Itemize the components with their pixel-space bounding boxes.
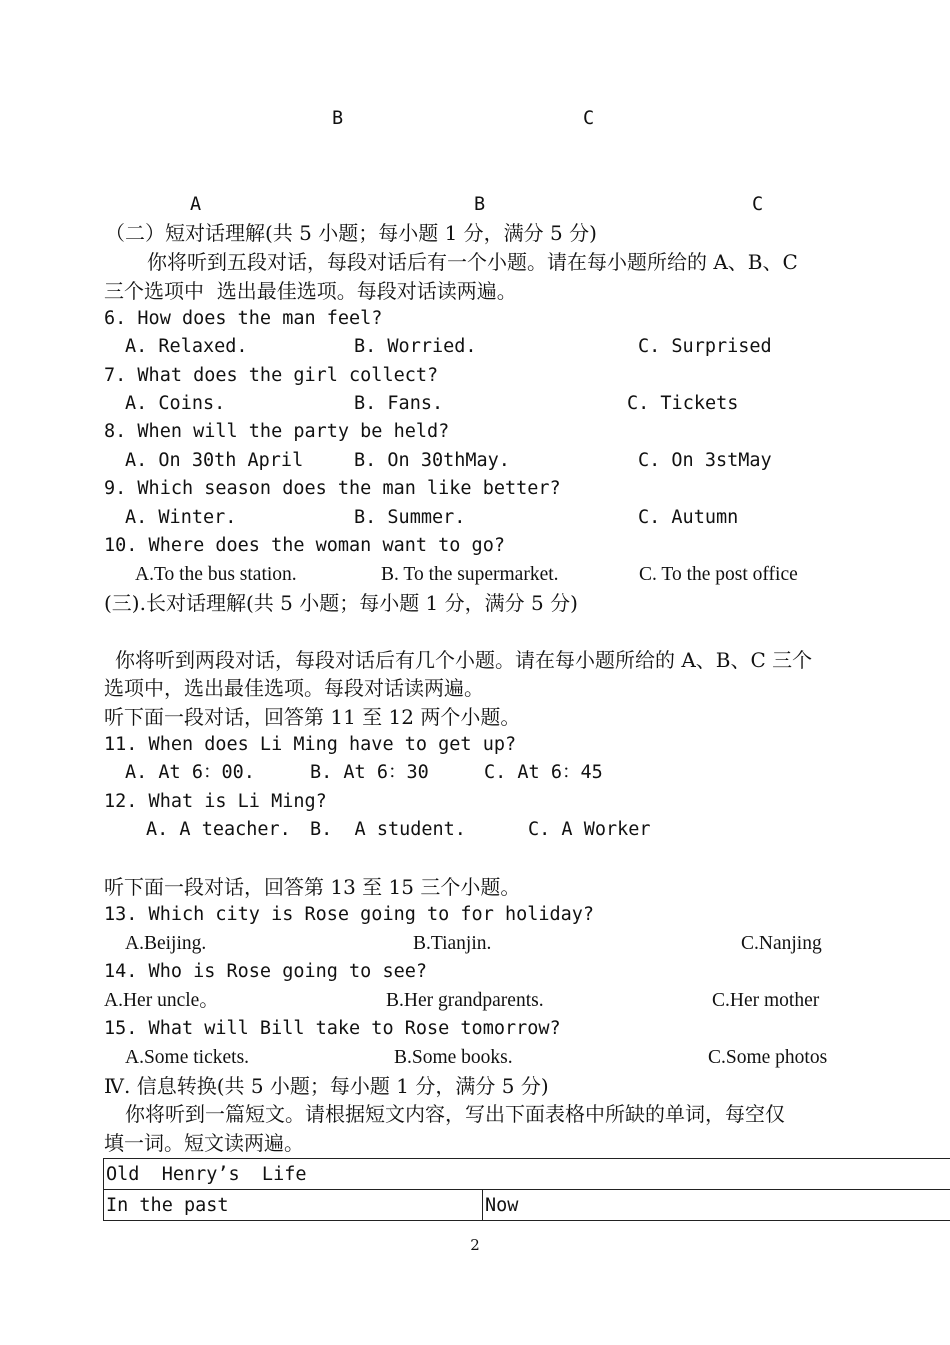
picture-label-b: B bbox=[474, 194, 486, 215]
option-b: B.Some books. bbox=[394, 1047, 513, 1068]
option-a: A. Relaxed. bbox=[125, 336, 248, 357]
option-b: B.Tianjin. bbox=[413, 933, 492, 954]
question-text: 13. Which city is Rose going to for holiday? bbox=[104, 904, 595, 925]
question-text: 7. What does the girl collect? bbox=[104, 365, 439, 386]
option-c: C.Her mother bbox=[712, 990, 820, 1011]
section-heading: (三).长对话理解(共 5 小题；每小题 1 分，满分 5 分) bbox=[104, 591, 578, 615]
option-c: C.Some photos bbox=[708, 1047, 828, 1068]
page-number: 2 bbox=[470, 1236, 480, 1254]
picture-label-c: C bbox=[583, 108, 595, 129]
question-text: 15. What will Bill take to Rose tomorrow? bbox=[104, 1018, 561, 1039]
option-b: B. Fans. bbox=[354, 393, 444, 414]
option-a: A. A teacher. bbox=[146, 819, 291, 840]
question-text: 6. How does the man feel? bbox=[104, 308, 383, 329]
table-header-past: In the past bbox=[104, 1190, 483, 1221]
section-heading: （二）短对话理解(共 5 小题；每小题 1 分，满分 5 分) bbox=[105, 221, 597, 245]
option-c: C. A Worker bbox=[528, 819, 651, 840]
picture-label-a: A bbox=[190, 194, 202, 215]
instruction-text: 你将听到两段对话，每段对话后有几个小题。请在每小题所给的 A、B、C 三个 bbox=[115, 648, 813, 672]
question-text: 9. Which season does the man like better? bbox=[104, 478, 561, 499]
instruction-text: 填一词。短文读两遍。 bbox=[104, 1131, 304, 1155]
option-a: A. At 6：00. bbox=[125, 762, 255, 783]
option-a: A.To the bus station. bbox=[135, 564, 297, 585]
option-a: A.Some tickets. bbox=[125, 1047, 250, 1068]
option-b: B. Worried. bbox=[354, 336, 477, 357]
question-text: 10. Where does the woman want to go? bbox=[104, 535, 505, 556]
option-b: B. Summer. bbox=[354, 507, 466, 528]
option-b: B. To the supermarket. bbox=[381, 564, 559, 585]
table-header-now: Now bbox=[483, 1190, 950, 1221]
info-table bbox=[103, 1158, 950, 1221]
question-text: 14. Who is Rose going to see? bbox=[104, 961, 428, 982]
option-c: C. Surprised bbox=[638, 336, 772, 357]
question-text: 12. What is Li Ming? bbox=[104, 791, 327, 812]
option-a: A.Her uncle。 bbox=[104, 990, 219, 1011]
option-a: A.Beijing. bbox=[125, 933, 207, 954]
option-b: B.Her grandparents. bbox=[386, 990, 544, 1011]
option-a: A. Winter. bbox=[125, 507, 237, 528]
instruction-text: 三个选项中 选出最佳选项。每段对话读两遍。 bbox=[104, 279, 517, 303]
option-c: C. At 6：45 bbox=[484, 762, 603, 783]
option-b: B. At 6：30 bbox=[310, 762, 429, 783]
picture-label-b: B bbox=[332, 108, 344, 129]
option-c: C. Autumn bbox=[638, 507, 739, 528]
section-heading: Ⅳ. 信息转换(共 5 小题；每小题 1 分，满分 5 分) bbox=[104, 1074, 549, 1098]
option-b: B. A student. bbox=[310, 819, 466, 840]
table-title: Old Henry’s Life bbox=[104, 1159, 950, 1190]
instruction-text: 你将听到五段对话，每段对话后有一个小题。请在每小题所给的 A、B、C bbox=[147, 250, 798, 274]
option-a: A. On 30th April bbox=[125, 450, 304, 471]
option-a: A. Coins. bbox=[125, 393, 226, 414]
option-c: C. To the post office bbox=[639, 564, 798, 585]
option-c: C. On 3stMay bbox=[638, 450, 772, 471]
question-text: 11. When does Li Ming have to get up? bbox=[104, 734, 517, 755]
option-b: B. On 30thMay. bbox=[354, 450, 510, 471]
instruction-text: 你将听到一篇短文。请根据短文内容，写出下面表格中所缺的单词，每空仅 bbox=[125, 1102, 785, 1126]
dialog-intro: 听下面一段对话，回答第 11 至 12 两个小题。 bbox=[104, 705, 521, 729]
dialog-intro: 听下面一段对话，回答第 13 至 15 三个小题。 bbox=[104, 875, 521, 899]
question-text: 8. When will the party be held? bbox=[104, 421, 450, 442]
instruction-text: 选项中，选出最佳选项。每段对话读两遍。 bbox=[104, 676, 484, 700]
option-c: C.Nanjing bbox=[741, 933, 822, 954]
option-c: C. Tickets bbox=[627, 393, 739, 414]
picture-label-c: C bbox=[752, 194, 764, 215]
